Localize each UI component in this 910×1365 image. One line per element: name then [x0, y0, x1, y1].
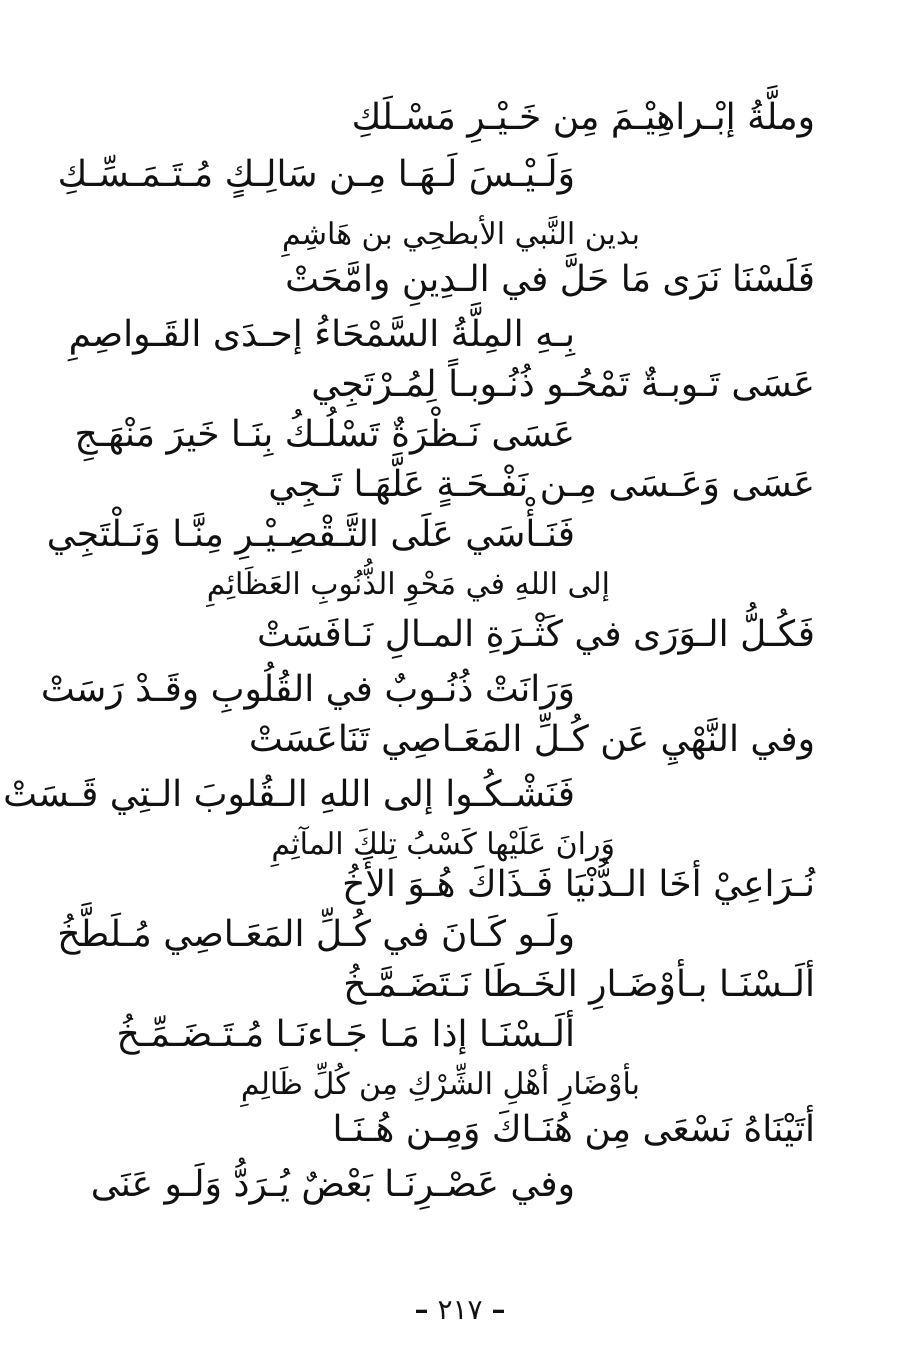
verse-line-9: فَنَـأْسَي عَلَى التَّـقْصِـيْـرِ مِنَّـا وَنَـلْتَجِي [46, 514, 575, 555]
verse-line-15: وَرانَ عَلَيْها كَسْبُ تِلكَ المآثِمِ [271, 827, 615, 862]
verse-line-21: أتَيْنَاهُ نَسْعَى مِن هُنَـاكَ وَمِـن هُـنَـا [332, 1109, 815, 1150]
verse-line-8: عَسَى وَعَـسَى مِـن نَفْـحَـةٍ عَلَّهَـا تَـجِي [268, 464, 815, 505]
page-number-dash-right: – [491, 1293, 506, 1326]
verse-line-22: وفي عَصْـرِنَـا بَعْضٌ يُـرَدُّ وَلَـو عَنَى [90, 1164, 575, 1205]
verse-line-20: بأوْضَارِ أهْلِ الشِّرْكِ مِن كُلِّ ظَالِمِ [240, 1067, 640, 1102]
verse-line-4: فَلَسْنَا نَرَى مَا حَلَّ في الـدِينِ وامَّحَتْ [285, 259, 815, 300]
verse-line-1: وملَّةُ إبْـراهِيْـمَ مِن خَـيْـرِ مَسْـلَكِ [351, 97, 815, 138]
verse-line-6: عَسَى تَـوبـةٌ تَمْحُـو ذُنُـوبـاً لِمُـرْتَجِي [311, 364, 815, 405]
verse-line-2: وَلَـيْـسَ لَـهَـا مِـن سَالِـكٍ مُـتَـمَـسِّـكِ [57, 154, 575, 195]
page-number [405, 1290, 515, 1330]
verse-line-11: فَكُـلُّ الـوَرَى في كَثْـرَةِ المـالِ نَـافَسَتْ [257, 614, 815, 655]
verse-line-5: بِـهِ المِلَّةُ السَّمْحَاءُ إحـدَى القَـواصِمِ [68, 314, 575, 355]
verse-line-17: ولَـو كَـانَ في كُـلِّ المَعَـاصِي مُـلَطَّخُ [57, 914, 575, 955]
page-number-dash-left: – [414, 1293, 429, 1326]
verse-line-3: بدين النَّبي الأبطحِي بن هَاشِمِ [281, 217, 640, 252]
verse-line-19: ألَـسْنَـا إذا مَـا جَـاءنَـا مُـتَـضَـمِّـخُ [116, 1014, 575, 1055]
verse-line-7: عَسَى نَـظْرَةٌ تَسْلُـكُ بِنَـا خَيرَ مَنْهَـجِ [74, 414, 575, 455]
verse-line-18: ألَـسْنَـا بـأوْضَـارِ الخَـطَا نَـتَضَـمَّـخُ [343, 964, 815, 1005]
verse-line-10: إلى اللهِ في مَحْوِ الذُّنُوبِ العَظَائِمِ [206, 567, 610, 602]
verse-line-12: وَرَانَتْ ذُنُـوبٌ في القُلُوبِ وقَـدْ رَسَتْ [40, 669, 575, 710]
verse-line-16: نُـرَاعِيْ أخَا الـدُّنْيَا فَـذَاكَ هُـوَ الأَخُ [342, 864, 815, 905]
verse-line-13: وفي النَّهْيِ عَن كُـلِّ المَعَـاصِي تَنَاعَسَتْ [248, 719, 815, 760]
page-number-value: ٢١٧ [437, 1293, 483, 1326]
verse-line-14: فَنَشْـكُـوا إلى اللهِ الـقُلوبَ الـتِي قَـسَتْ [3, 774, 575, 815]
